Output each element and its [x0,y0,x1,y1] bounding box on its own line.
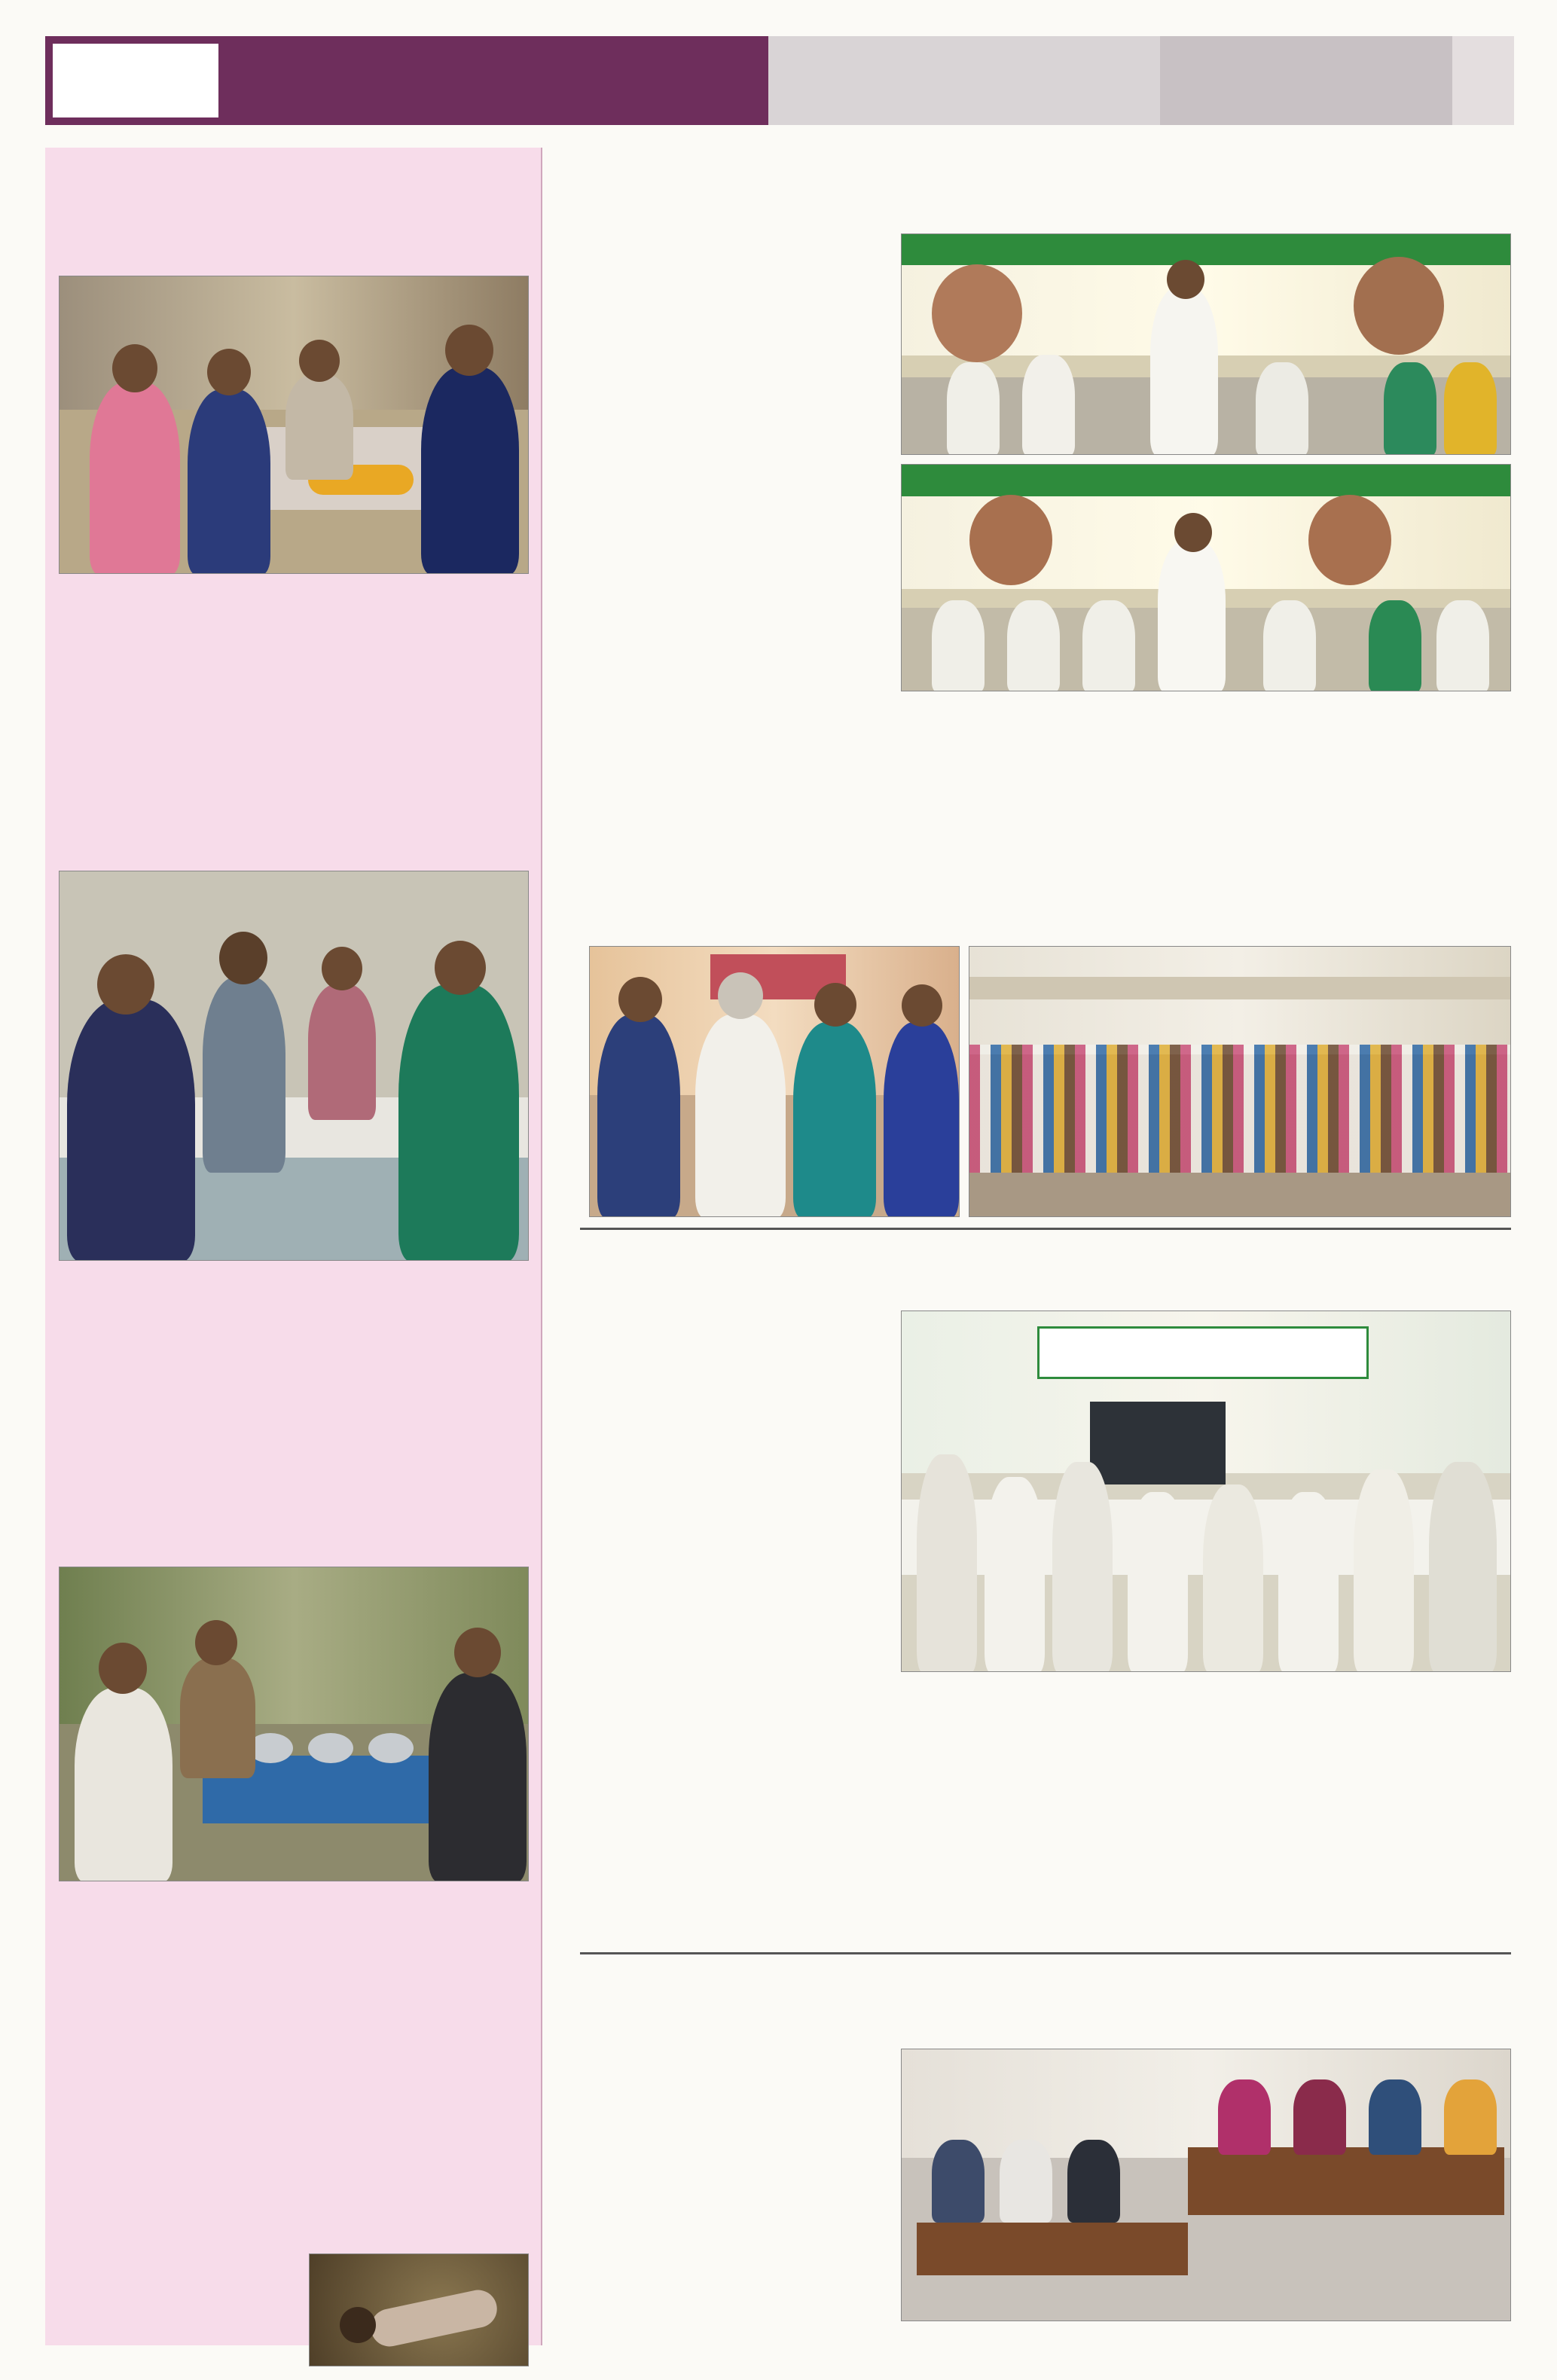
section-divider-1 [580,1228,1511,1230]
main1-stage-photo-1 [901,233,1511,455]
main1-crowd-photo [969,946,1511,1217]
masthead [45,36,1514,125]
main3-meeting-photo [901,2049,1511,2321]
page-number [1452,36,1514,125]
main1-stage-photo-2 [901,464,1511,691]
story4-photo [309,2253,529,2366]
main1-joining-photo [589,946,960,1217]
story3-photo [59,1567,529,1881]
left-column [45,148,542,2345]
story1-photo [59,276,529,574]
newspaper-logo[interactable] [51,42,220,119]
main2-protest-photo [901,1311,1511,1672]
website-url[interactable] [768,36,1160,125]
issue-date [1160,36,1452,125]
section-divider-2 [580,1952,1511,1954]
story2-photo [59,871,529,1261]
